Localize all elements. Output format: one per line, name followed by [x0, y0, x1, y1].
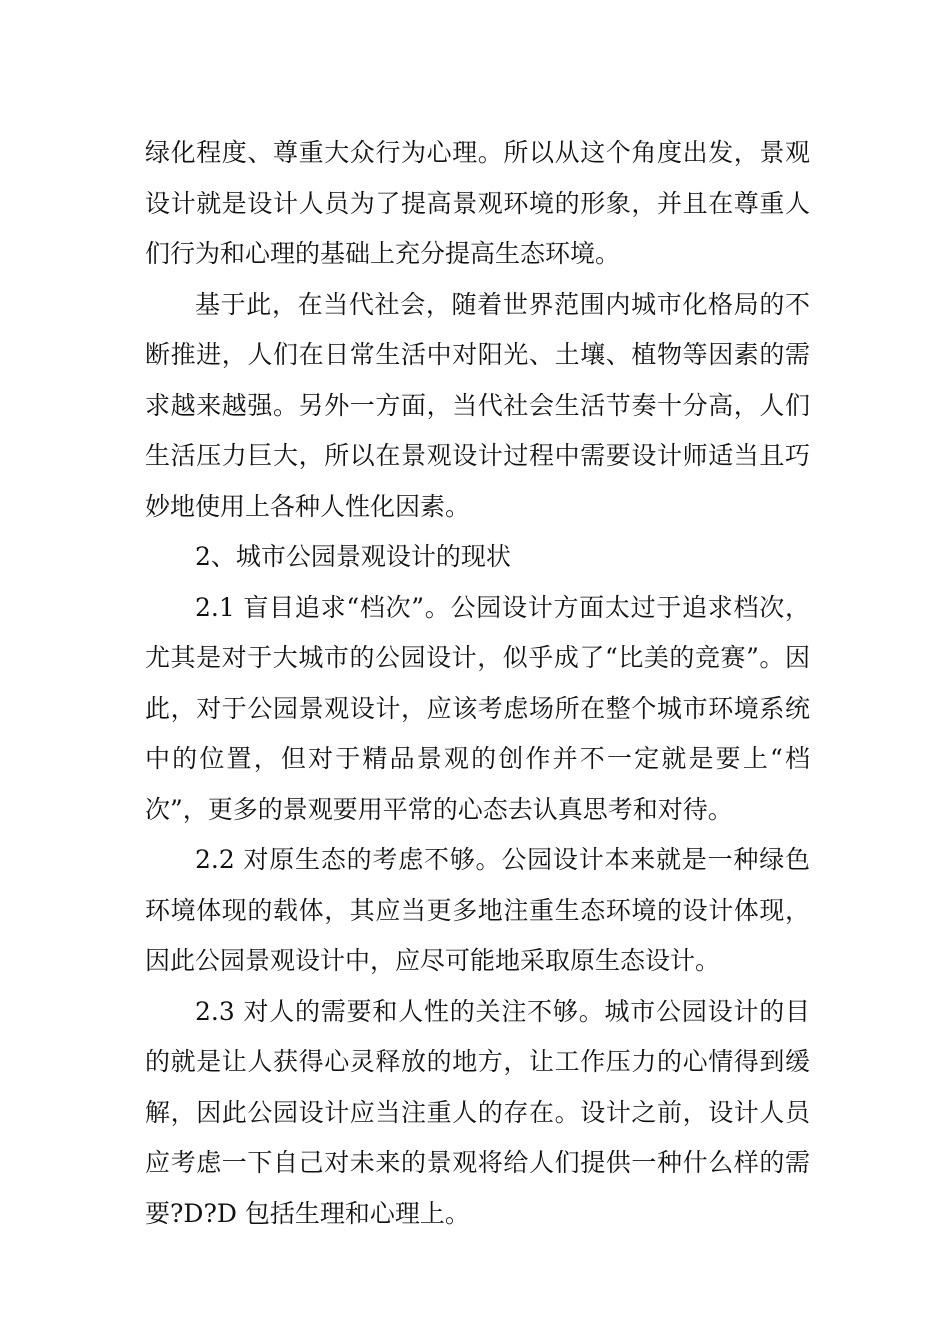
paragraph-2-3: 2.3 对人的需要和人性的关注不够。城市公园设计的目的就是让人获得心灵释放的地方，让工作压力的心情得到缓解，因此公园设计应当注重人的存在。设计之前，设计人员应考虑一下自己对未来的景观将给人们提供一种什么样的需要?D?D 包括生理和心理上。	[145, 996, 810, 1228]
paragraph-2-1: 2.1 盲目追求“档次”。公园设计方面太过于追求档次，尤其是对于大城市的公园设计，似乎成了“比美的竞赛”。因此，对于公园景观设计，应该考虑场所在整个城市环境系统中的位置，但对于精品景观的创作并不一定就是要上“档次”，更多的景观要用平常的心态去认真思考和对待。	[145, 592, 810, 824]
paragraph-continuation: 绿化程度、尊重大众行为心理。所以从这个角度出发，景观设计就是设计人员为了提高景观环境的形象，并且在尊重人们行为和心理的基础上充分提高生态环境。	[145, 138, 810, 268]
paragraph-urbanization: 基于此，在当代社会，随着世界范围内城市化格局的不断推进，人们在日常生活中对阳光、土壤、植物等因素的需求越来越强。另外一方面，当代社会生活节奏十分高，人们生活压力巨大，所以在景观设计过程中需要设计师适当且巧妙地使用上各种人性化因素。	[145, 289, 810, 521]
paragraph-2-2: 2.2 对原生态的考虑不够。公园设计本来就是一种绿色环境体现的载体，其应当更多地注重生态环境的设计体现，因此公园景观设计中，应尽可能地采取原生态设计。	[145, 845, 810, 975]
body-text	[145, 128, 810, 1239]
section-heading-status: 2、城市公园景观设计的现状	[195, 542, 511, 571]
